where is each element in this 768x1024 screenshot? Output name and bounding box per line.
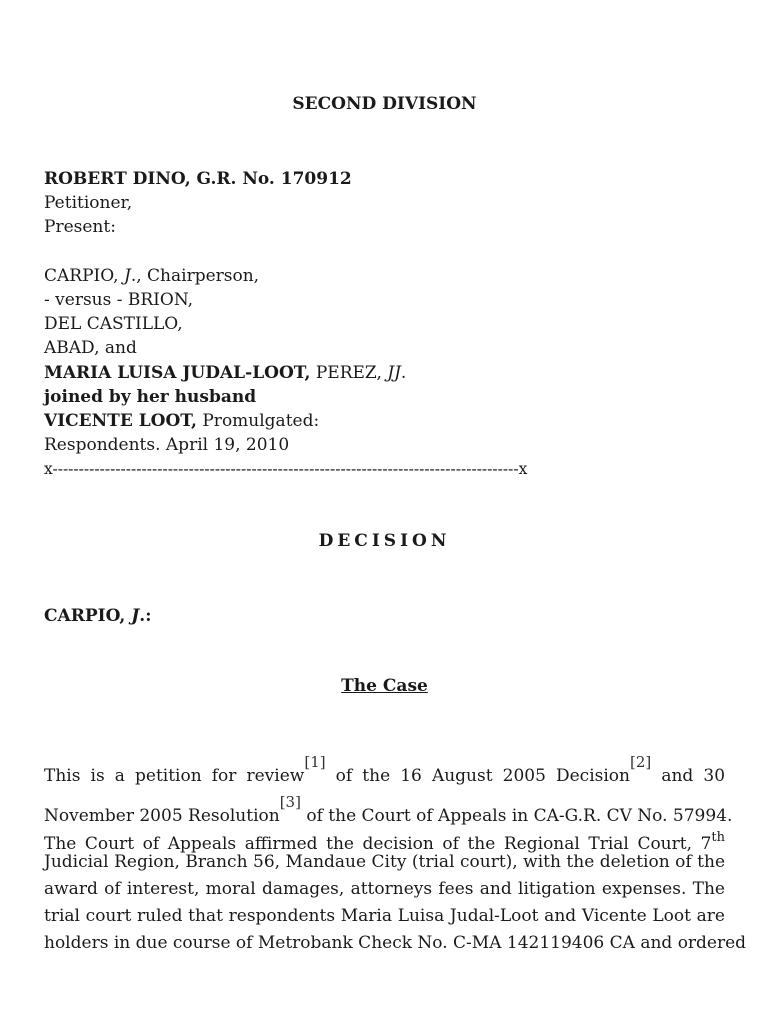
ponente-name: CARPIO, <box>44 606 132 626</box>
footnote-ref-3[interactable]: [3] <box>279 793 301 811</box>
justice-name: CARPIO, <box>44 265 124 286</box>
justice-line-3: DEL CASTILLO, <box>44 314 183 335</box>
decision-heading: DECISION <box>318 531 451 551</box>
ponente-line: CARPIO, J.: <box>44 606 152 626</box>
paragraph-line: The Court of Appeals affirmed the decision of the Regional Trial Court, 7th <box>44 830 725 854</box>
footnote-ref-1[interactable]: [1] <box>304 753 326 771</box>
respondent-line: MARIA LUISA JUDAL-LOOT, PEREZ, JJ. <box>44 362 407 383</box>
ponente-title: J <box>131 606 140 626</box>
paragraph-line: This is a petition for review[1] of the 16 August 2005 Decision[2] and 30 <box>44 753 726 786</box>
case-caption <box>44 167 725 481</box>
promulgated-label: Promulgated: <box>196 410 320 431</box>
justice-line-4: ABAD, and <box>44 338 137 359</box>
justice-role: ., Chairperson, <box>130 265 260 286</box>
present-label: Present: <box>44 217 116 238</box>
section-title: The Case <box>341 676 428 696</box>
gr-number: G.R. No. 170912 <box>196 169 352 189</box>
blank-line <box>44 240 725 264</box>
footnote-ref-2[interactable]: [2] <box>629 753 652 771</box>
versus-line: - versus - BRION, <box>44 289 194 310</box>
division-heading: SECOND DIVISION <box>292 94 477 114</box>
separator-line: x-----------------------------------------------------------------------------------------x <box>44 460 528 479</box>
justice-line-1 <box>44 264 725 288</box>
joined-line: joined by her husband <box>44 386 257 407</box>
paragraph-line: Judicial Region, Branch 56, Mandaue City (trial court), with the deletion of the <box>44 852 725 872</box>
paragraph-line: trial court ruled that respondents Maria Luisa Judal-Loot and Vicente Loot are <box>44 906 725 926</box>
justice-title: J <box>124 265 131 286</box>
respondent-name: MARIA LUISA JUDAL-LOOT, <box>44 362 311 383</box>
paragraph-line: holders in due course of Metrobank Check No. C-MA 142119406 CA and ordered <box>44 933 747 953</box>
respondents-date-line: Respondents. April 19, 2010 <box>44 435 290 456</box>
justice-name: PEREZ, <box>310 362 388 383</box>
vicente-name: VICENTE LOOT, <box>44 410 197 431</box>
vicente-line <box>44 409 725 433</box>
body-paragraph <box>44 750 747 959</box>
petitioner-label: Petitioner, <box>44 193 133 214</box>
paragraph-line: November 2005 Resolution[3] of the Court of Appeals in CA-G.R. CV No. 57994. <box>44 793 733 826</box>
caption-line-petitioner <box>44 167 725 191</box>
section-heading <box>44 676 725 696</box>
paragraph-line: award of interest, moral damages, attorneys fees and litigation expenses. The <box>44 879 725 899</box>
justice-title: JJ <box>387 362 401 383</box>
petitioner-name: ROBERT DINO, <box>44 169 191 189</box>
